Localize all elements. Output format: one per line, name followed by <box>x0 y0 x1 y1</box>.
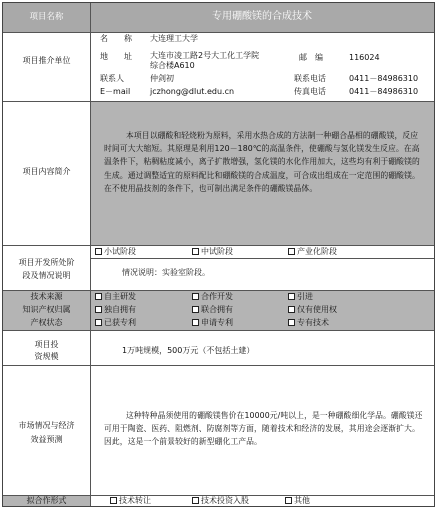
checkbox-icon <box>192 248 199 255</box>
divider <box>3 365 434 366</box>
divider <box>90 258 434 259</box>
coop-option-other[interactable]: 其他 <box>285 496 310 506</box>
project-form <box>2 2 435 507</box>
ip-status-label: 产权状态 <box>30 318 63 327</box>
divider <box>3 101 434 102</box>
market-text: 这种特种晶须使用的硼酸镁售价在10000元/吨以上，是一种硼酸细化学品。硼酸镁还可用于陶瓷、医药、阻燃剂、防腐剂等方面，随着技术和经济的发展，其用途会逐渐扩大。因此，这是一个前景较好的新型硼化工产品。 <box>104 411 423 447</box>
unit-postcode: 116024 <box>349 53 380 62</box>
unit-contact-label: 联系人 <box>100 74 124 83</box>
checkbox-icon <box>95 248 102 255</box>
investment-label-line2: 资规模 <box>34 352 59 361</box>
coop-option-transfer[interactable]: 技术转让 <box>110 496 151 506</box>
checkbox-icon <box>95 306 102 313</box>
status-option-pending[interactable]: 申请专利 <box>192 318 233 328</box>
investment-label-line1: 项目投 <box>34 340 59 349</box>
cooperation-label: 拟合作形式 <box>26 496 67 505</box>
unit-label: 项目推介单位 <box>22 56 71 65</box>
checkbox-icon <box>192 293 199 300</box>
checkbox-icon <box>192 497 199 504</box>
stage-note: 情况说明：实验室阶段。 <box>122 268 210 277</box>
divider <box>3 290 434 291</box>
divider <box>3 245 434 246</box>
ip-label: 知识产权归属 <box>22 305 71 314</box>
checkbox-icon <box>288 319 295 326</box>
unit-address-line1: 大连市凌工路2号大工化工学院 <box>150 51 260 60</box>
source-option-joint[interactable]: 合作开发 <box>192 292 233 302</box>
stage-label-line2: 段及情况说明 <box>22 271 71 280</box>
checkbox-icon <box>288 306 295 313</box>
coop-option-equity[interactable]: 技术投资入股 <box>192 496 249 506</box>
checkbox-icon <box>95 293 102 300</box>
divider <box>3 32 434 33</box>
header-label: 项目名称 <box>29 12 64 22</box>
unit-email-label: E－mail <box>100 87 131 96</box>
market-label-line2: 效益预测 <box>30 435 63 444</box>
checkbox-icon <box>110 497 117 504</box>
market-label-line1: 市场情况与经济 <box>18 421 75 430</box>
source-option-import[interactable]: 引进 <box>288 292 313 302</box>
checkbox-icon <box>285 497 292 504</box>
ip-option-sole[interactable]: 独自拥有 <box>95 305 136 315</box>
unit-postcode-label: 邮 编 <box>299 53 323 62</box>
unit-name-label: 名 称 <box>100 34 132 43</box>
unit-phone: 0411－84986310 <box>349 74 419 83</box>
unit-contact: 仲剑初 <box>150 74 174 83</box>
divider <box>3 330 434 331</box>
unit-address-label: 地 址 <box>100 52 132 61</box>
checkbox-icon <box>95 319 102 326</box>
stage-option-pilot-small[interactable]: 小试阶段 <box>95 247 136 257</box>
divider <box>90 3 91 506</box>
unit-address-line2: 综合楼A610 <box>150 61 195 70</box>
checkbox-icon <box>288 293 295 300</box>
checkbox-icon <box>192 319 199 326</box>
ip-option-joint[interactable]: 联合拥有 <box>192 305 233 315</box>
intro-text: 本项目以硼酸和轻烧粉为原料，采用水热合成的方法制一种硼合晶相的硼酸镁，反应时间可大大缩短。其原理是利用120－180℃的高温条件，使硼酸与氢化镁发生反应。在高温条件下，粘稠粘度减小，离子扩散增强，氢化镁的水化作用加大，这些均有利于硼酸镁的生成。通过调整适宜的原料配比和硼酸镁的合成温度，可合成出组成在一定范围的硼酸镁。在不使用晶技剂的条件下，也可制出满足条件的硼酸镁晶体。 <box>104 131 420 193</box>
source-label: 技术来源 <box>30 292 63 301</box>
stage-option-pilot[interactable]: 中试阶段 <box>192 247 233 257</box>
unit-fax: 0411－84986310 <box>349 87 419 96</box>
ip-option-use-only[interactable]: 仅有使用权 <box>288 305 337 315</box>
status-option-patented[interactable]: 已获专利 <box>95 318 136 328</box>
stage-option-industrial[interactable]: 产业化阶段 <box>288 247 337 257</box>
intro-label: 项目内容简介 <box>22 167 71 176</box>
unit-email: jczhong@dlut.edu.cn <box>150 87 235 96</box>
project-title: 专用硼酸镁的合成技术 <box>212 11 312 22</box>
unit-phone-label: 联系电话 <box>294 74 326 83</box>
investment-text: 1万吨规模，500万元（不包括土建） <box>122 346 255 355</box>
checkbox-icon <box>192 306 199 313</box>
source-option-own[interactable]: 自主研发 <box>95 292 136 302</box>
checkbox-icon <box>288 248 295 255</box>
status-option-proprietary[interactable]: 专有技术 <box>288 318 329 328</box>
stage-label-line1: 项目开发所处阶 <box>18 258 75 267</box>
unit-fax-label: 传真电话 <box>294 87 326 96</box>
unit-name: 大连理工大学 <box>150 34 198 43</box>
divider <box>3 495 434 496</box>
